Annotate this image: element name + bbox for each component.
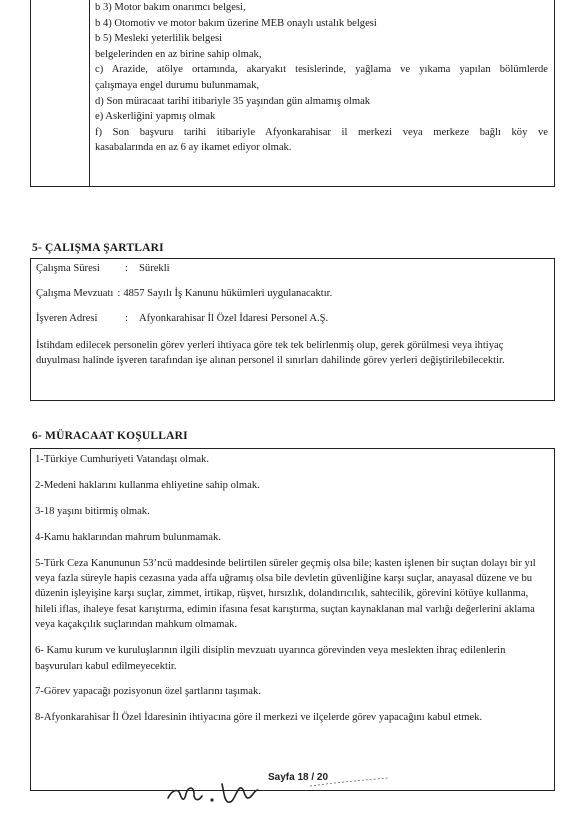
table-line: b 5) Mesleki yeterlilik belgesi bbox=[95, 33, 223, 45]
application-conditions-box bbox=[30, 448, 555, 791]
condition-colon: : bbox=[125, 263, 128, 274]
condition-value: Sürekli bbox=[139, 263, 170, 274]
table-line: çalışmaya engel durumu bulunmamak, bbox=[95, 79, 260, 91]
condition-colon: : bbox=[117, 288, 121, 299]
table-left-column bbox=[31, 0, 90, 186]
condition-item: 6- Kamu kurum ve kuruluşlarının ilgili disiplin mevzuatı uyarınca görevinden veya meslekten ihraç edilenlerin başvuruları kabul edilmeyecektir. bbox=[35, 645, 506, 672]
table-line: b 3) Motor bakım onarımcı belgesi, bbox=[95, 2, 246, 13]
condition-item: 8-Afyonkarahisar İl Özel İdaresinin ihtiyacına göre il merkezi ve ilçelerde görev yapacağını kabul etmek. bbox=[35, 712, 483, 724]
employment-paragraph: İstihdam edilecek personelin görev yerleri ihtiyaca göre tek tek belirlenmiş olup, gerek görülmesi veya ihtiyaç duyulması halinde işveren tarafından işe alınan personel il sınırları dahilinde görev yerleri değiştirilebilecektir. bbox=[36, 340, 505, 366]
table-line: d) Son müracaat tarihi itibariyle 35 yaşından gün almamış olmak bbox=[95, 95, 371, 107]
condition-colon: : bbox=[125, 313, 128, 324]
table-line: kasabalarında en az 6 ay ikamet ediyor olmak. bbox=[95, 142, 292, 154]
condition-key: Çalışma Süresi bbox=[36, 263, 100, 274]
table-line: belgelerinden en az birine sahip olmak, bbox=[95, 48, 262, 60]
section-5-title: 5- ÇALIŞMA ŞARTLARI bbox=[32, 242, 164, 254]
condition-row bbox=[36, 287, 549, 301]
condition-item: 4-Kamu haklarından mahrum bulunmamak. bbox=[35, 531, 221, 543]
condition-item: 1-Türkiye Cumhuriyeti Vatandaşı olmak. bbox=[35, 454, 209, 465]
condition-item: 2-Medeni haklarını kullanma ehliyetine sahip olmak. bbox=[35, 479, 260, 491]
condition-item: 7-Görev yapacağı pozisyonun özel şartlarını taşımak. bbox=[35, 686, 261, 698]
condition-item: 3-18 yaşını bitirmiş olmak. bbox=[35, 505, 150, 517]
working-conditions-box bbox=[30, 258, 555, 401]
table-right-column bbox=[90, 0, 554, 186]
table-line: f) Son başvuru tarihi itibariyle Afyonkarahisar il merkezi veya merkeze bağlı köy ve bbox=[95, 126, 548, 138]
table-line: c) Arazide, atölye ortamında, akaryakıt tesislerinde, yağlama ve yıkama yapılan bölümlerde bbox=[95, 64, 548, 76]
condition-row bbox=[36, 262, 549, 276]
condition-value: Afyonkarahisar İl Özel İdaresi Personel A.Ş. bbox=[139, 313, 329, 324]
condition-item: 5-Türk Ceza Kanununun 53’ncü maddesinde belirtilen süreler geçmiş olsa bile; kasten işlenen bir suçtan dolayı bir yıl veya fazla süreyle hapis cezasına yada affa uğramış olsa bile devletin güvenliğine karşı suçlar, anayasal düzene ve bu düzenin işleyişine karşı suçlar, zimmet, irtikap, rüşvet, hırsızlık, dolandırıcılık, sahtecilik, görevini kötüye kullanma, hileli iflas, ihaleye fesat karıştırma, edimin ifasına fesat karıştırma, suçtan kaynaklanan mal varlığı değerlerini aklama veya kaçakçılık suçlarından mahkum olmamak. bbox=[35, 557, 536, 631]
table-line: b 4) Otomotiv ve motor bakım üzerine MEB onaylı ustalık belgesi bbox=[95, 17, 377, 29]
condition-row bbox=[36, 312, 549, 326]
requirements-table bbox=[30, 0, 555, 187]
table-line: e) Askerliğini yapmış olmak bbox=[95, 111, 216, 123]
condition-value: 4857 Sayılı İş Kanunu hükümleri uygulanacaktır. bbox=[123, 288, 333, 299]
condition-key: Çalışma Mevzuatı bbox=[36, 288, 114, 299]
section-6-title: 6- MÜRACAAT KOŞULLARI bbox=[32, 430, 188, 442]
page-number: Sayfa 18 / 20 bbox=[268, 772, 329, 783]
condition-key: İşveren Adresi bbox=[36, 313, 98, 324]
